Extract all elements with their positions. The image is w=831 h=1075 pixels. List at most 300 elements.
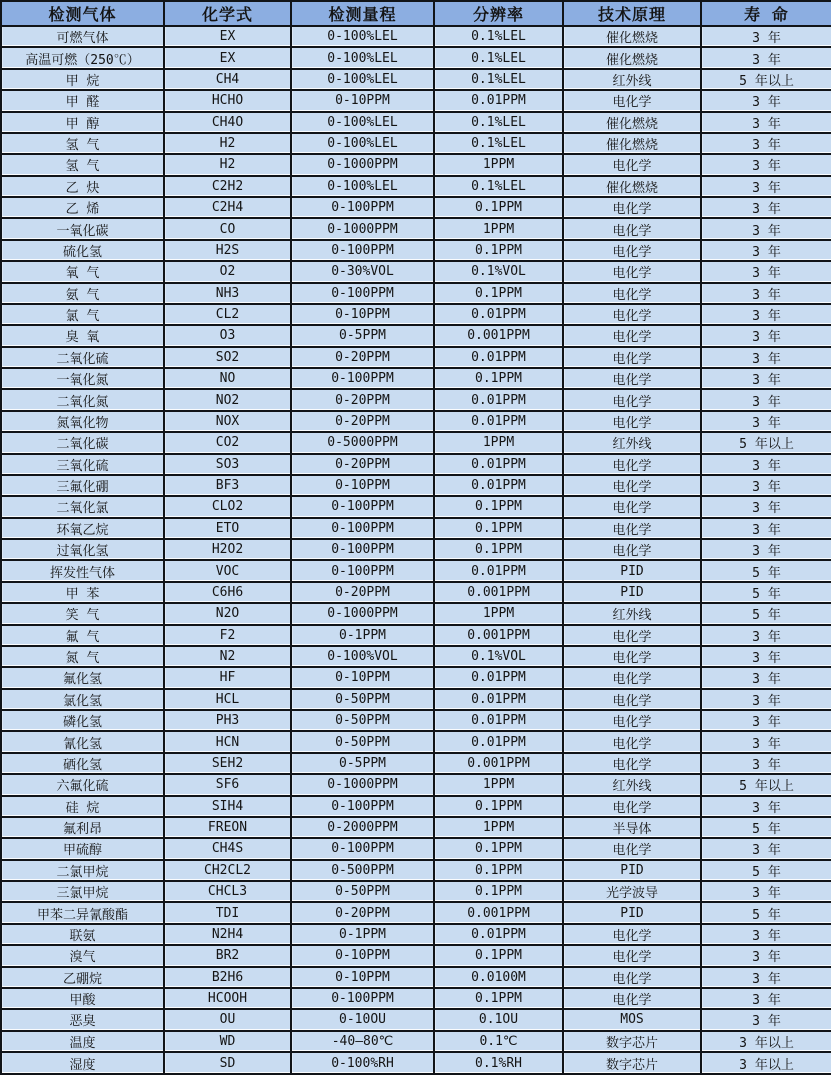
cell-principle: 红外线 <box>563 432 701 453</box>
cell-gas: 硫化氢 <box>1 240 164 261</box>
table-row <box>1 924 831 945</box>
cell-formula: HCHO <box>164 90 291 111</box>
cell-formula: HCL <box>164 689 291 710</box>
cell-gas: 甲硫醇 <box>1 838 164 859</box>
table-row <box>1 154 831 175</box>
cell-principle: 电化学 <box>563 945 701 966</box>
cell-resolution: 0.1PPM <box>434 838 563 859</box>
cell-formula: B2H6 <box>164 967 291 988</box>
cell-principle: 电化学 <box>563 646 701 667</box>
cell-lifespan: 3 年 <box>701 304 831 325</box>
table-row <box>1 304 831 325</box>
cell-resolution: 0.1PPM <box>434 197 563 218</box>
cell-gas: 甲 烷 <box>1 69 164 90</box>
cell-formula: CHCL3 <box>164 881 291 902</box>
cell-lifespan: 3 年 <box>701 368 831 389</box>
table-row <box>1 838 831 859</box>
table-row <box>1 325 831 346</box>
cell-formula: CO2 <box>164 432 291 453</box>
cell-resolution: 0.1%LEL <box>434 176 563 197</box>
cell-gas: 氟化氢 <box>1 667 164 688</box>
table-row <box>1 945 831 966</box>
cell-gas: 二氧化碳 <box>1 432 164 453</box>
cell-formula: SIH4 <box>164 796 291 817</box>
cell-resolution: 1PPM <box>434 218 563 239</box>
cell-principle: PID <box>563 860 701 881</box>
cell-formula: CH2CL2 <box>164 860 291 881</box>
cell-lifespan: 5 年 <box>701 817 831 838</box>
table-row <box>1 560 831 581</box>
cell-gas: 氮氧化物 <box>1 411 164 432</box>
column-header-principle: 技术原理 <box>563 1 701 26</box>
cell-gas: 臭 氧 <box>1 325 164 346</box>
table-row <box>1 283 831 304</box>
cell-gas: 联氨 <box>1 924 164 945</box>
table-row <box>1 1052 831 1074</box>
cell-resolution: 0.1PPM <box>434 796 563 817</box>
cell-resolution: 0.1PPM <box>434 368 563 389</box>
column-header-range: 检测量程 <box>291 1 434 26</box>
cell-gas: 温度 <box>1 1031 164 1052</box>
cell-lifespan: 3 年 <box>701 689 831 710</box>
cell-formula: F2 <box>164 625 291 646</box>
cell-lifespan: 3 年 <box>701 389 831 410</box>
cell-resolution: 0.1PPM <box>434 283 563 304</box>
table-row <box>1 967 831 988</box>
table-row <box>1 261 831 282</box>
table-row <box>1 347 831 368</box>
cell-formula: SO2 <box>164 347 291 368</box>
cell-lifespan: 3 年 <box>701 283 831 304</box>
cell-lifespan: 3 年 <box>701 646 831 667</box>
cell-formula: CH4 <box>164 69 291 90</box>
cell-lifespan: 5 年以上 <box>701 69 831 90</box>
cell-resolution: 0.001PPM <box>434 753 563 774</box>
cell-range: 0-100%LEL <box>291 47 434 68</box>
cell-resolution: 0.1%LEL <box>434 47 563 68</box>
cell-principle: 电化学 <box>563 90 701 111</box>
cell-principle: 电化学 <box>563 304 701 325</box>
cell-formula: SEH2 <box>164 753 291 774</box>
cell-range: 0-500PPM <box>291 860 434 881</box>
cell-resolution: 0.1%LEL <box>434 69 563 90</box>
cell-resolution: 0.001PPM <box>434 902 563 923</box>
table-row <box>1 667 831 688</box>
cell-gas: 氢 气 <box>1 133 164 154</box>
cell-resolution: 0.001PPM <box>434 625 563 646</box>
cell-lifespan: 3 年 <box>701 475 831 496</box>
cell-principle: 电化学 <box>563 454 701 475</box>
cell-lifespan: 3 年 <box>701 753 831 774</box>
cell-range: 0-50PPM <box>291 710 434 731</box>
column-header-formula: 化学式 <box>164 1 291 26</box>
table-row <box>1 988 831 1009</box>
table-row <box>1 753 831 774</box>
cell-range: 0-100%RH <box>291 1052 434 1074</box>
cell-principle: PID <box>563 902 701 923</box>
cell-gas: 磷化氢 <box>1 710 164 731</box>
cell-range: 0-100%LEL <box>291 69 434 90</box>
cell-gas: 氢 气 <box>1 154 164 175</box>
cell-gas: 乙硼烷 <box>1 967 164 988</box>
cell-formula: C2H4 <box>164 197 291 218</box>
cell-lifespan: 3 年 <box>701 454 831 475</box>
cell-principle: MOS <box>563 1009 701 1030</box>
cell-formula: ETO <box>164 518 291 539</box>
table-row <box>1 496 831 517</box>
cell-principle: PID <box>563 560 701 581</box>
cell-resolution: 0.1PPM <box>434 860 563 881</box>
cell-resolution: 0.1OU <box>434 1009 563 1030</box>
cell-range: 0-100%VOL <box>291 646 434 667</box>
cell-formula: FREON <box>164 817 291 838</box>
cell-formula: H2O2 <box>164 539 291 560</box>
cell-gas: 乙 炔 <box>1 176 164 197</box>
cell-gas: 甲 醇 <box>1 112 164 133</box>
cell-resolution: 1PPM <box>434 817 563 838</box>
cell-resolution: 0.0100M <box>434 967 563 988</box>
cell-gas: 甲苯二异氰酸酯 <box>1 902 164 923</box>
cell-lifespan: 3 年 <box>701 518 831 539</box>
cell-principle: 红外线 <box>563 774 701 795</box>
cell-range: 0-50PPM <box>291 881 434 902</box>
cell-resolution: 0.01PPM <box>434 667 563 688</box>
cell-resolution: 0.1PPM <box>434 988 563 1009</box>
cell-lifespan: 3 年 <box>701 325 831 346</box>
cell-principle: 电化学 <box>563 710 701 731</box>
cell-range: 0-100PPM <box>291 197 434 218</box>
cell-principle: 电化学 <box>563 411 701 432</box>
cell-formula: H2S <box>164 240 291 261</box>
cell-gas: 三氧化硫 <box>1 454 164 475</box>
cell-lifespan: 3 年 <box>701 539 831 560</box>
cell-formula: H2 <box>164 133 291 154</box>
cell-resolution: 0.1PPM <box>434 539 563 560</box>
cell-lifespan: 3 年以上 <box>701 1031 831 1052</box>
cell-range: 0-100PPM <box>291 240 434 261</box>
cell-lifespan: 3 年 <box>701 496 831 517</box>
cell-resolution: 0.001PPM <box>434 582 563 603</box>
cell-formula: CLO2 <box>164 496 291 517</box>
cell-lifespan: 3 年 <box>701 133 831 154</box>
cell-lifespan: 3 年 <box>701 411 831 432</box>
table-row <box>1 112 831 133</box>
cell-principle: 电化学 <box>563 753 701 774</box>
cell-principle: 电化学 <box>563 154 701 175</box>
table-row <box>1 902 831 923</box>
cell-principle: 电化学 <box>563 518 701 539</box>
cell-range: 0-100PPM <box>291 496 434 517</box>
cell-lifespan: 3 年 <box>701 924 831 945</box>
cell-principle: 电化学 <box>563 689 701 710</box>
cell-range: 0-100PPM <box>291 988 434 1009</box>
cell-principle: 催化燃烧 <box>563 47 701 68</box>
table-row <box>1 368 831 389</box>
table-row <box>1 389 831 410</box>
table-row <box>1 432 831 453</box>
cell-lifespan: 5 年以上 <box>701 774 831 795</box>
cell-principle: 电化学 <box>563 389 701 410</box>
cell-resolution: 1PPM <box>434 154 563 175</box>
cell-gas: 一氧化碳 <box>1 218 164 239</box>
cell-lifespan: 3 年 <box>701 625 831 646</box>
cell-range: 0-5PPM <box>291 325 434 346</box>
cell-formula: EX <box>164 26 291 47</box>
cell-resolution: 0.01PPM <box>434 710 563 731</box>
cell-range: 0-100PPM <box>291 796 434 817</box>
cell-formula: HCOOH <box>164 988 291 1009</box>
cell-range: 0-1PPM <box>291 625 434 646</box>
cell-gas: 二氧化氯 <box>1 496 164 517</box>
column-header-lifespan: 寿 命 <box>701 1 831 26</box>
cell-range: 0-10PPM <box>291 304 434 325</box>
table-row <box>1 176 831 197</box>
cell-resolution: 0.1PPM <box>434 518 563 539</box>
table-row <box>1 197 831 218</box>
cell-principle: 电化学 <box>563 496 701 517</box>
cell-resolution: 0.1%LEL <box>434 112 563 133</box>
cell-lifespan: 3 年 <box>701 112 831 133</box>
cell-lifespan: 3 年 <box>701 967 831 988</box>
cell-gas: 甲 苯 <box>1 582 164 603</box>
cell-gas: 高温可燃（250℃） <box>1 47 164 68</box>
cell-range: 0-20PPM <box>291 582 434 603</box>
cell-lifespan: 5 年以上 <box>701 432 831 453</box>
cell-range: 0-1000PPM <box>291 154 434 175</box>
cell-range: 0-100%LEL <box>291 176 434 197</box>
cell-formula: NH3 <box>164 283 291 304</box>
cell-formula: TDI <box>164 902 291 923</box>
cell-lifespan: 3 年 <box>701 26 831 47</box>
table-row <box>1 454 831 475</box>
cell-range: 0-100PPM <box>291 838 434 859</box>
cell-range: 0-30%VOL <box>291 261 434 282</box>
cell-gas: 一氧化氮 <box>1 368 164 389</box>
cell-principle: 数字芯片 <box>563 1052 701 1074</box>
cell-principle: 催化燃烧 <box>563 176 701 197</box>
cell-gas: 环氧乙烷 <box>1 518 164 539</box>
cell-lifespan: 3 年 <box>701 710 831 731</box>
table-row <box>1 475 831 496</box>
cell-formula: SF6 <box>164 774 291 795</box>
cell-formula: EX <box>164 47 291 68</box>
cell-lifespan: 3 年 <box>701 197 831 218</box>
cell-principle: 催化燃烧 <box>563 112 701 133</box>
cell-gas: 湿度 <box>1 1052 164 1074</box>
cell-formula: O3 <box>164 325 291 346</box>
cell-resolution: 0.01PPM <box>434 924 563 945</box>
cell-lifespan: 5 年 <box>701 603 831 624</box>
table-row <box>1 1009 831 1030</box>
cell-lifespan: 3 年 <box>701 881 831 902</box>
column-header-gas: 检测气体 <box>1 1 164 26</box>
cell-lifespan: 3 年 <box>701 838 831 859</box>
cell-gas: 挥发性气体 <box>1 560 164 581</box>
cell-formula: WD <box>164 1031 291 1052</box>
cell-formula: CH4S <box>164 838 291 859</box>
cell-principle: 电化学 <box>563 988 701 1009</box>
cell-lifespan: 3 年 <box>701 945 831 966</box>
table-row <box>1 411 831 432</box>
cell-principle: 电化学 <box>563 368 701 389</box>
cell-formula: SO3 <box>164 454 291 475</box>
cell-range: 0-20PPM <box>291 411 434 432</box>
cell-principle: 电化学 <box>563 240 701 261</box>
cell-principle: PID <box>563 582 701 603</box>
cell-gas: 氯 气 <box>1 304 164 325</box>
table-row <box>1 689 831 710</box>
cell-principle: 光学波导 <box>563 881 701 902</box>
cell-lifespan: 5 年 <box>701 582 831 603</box>
cell-resolution: 0.01PPM <box>434 304 563 325</box>
cell-resolution: 0.1PPM <box>434 240 563 261</box>
cell-gas: 可燃气体 <box>1 26 164 47</box>
cell-principle: 电化学 <box>563 218 701 239</box>
cell-gas: 氟利昂 <box>1 817 164 838</box>
cell-range: 0-50PPM <box>291 731 434 752</box>
cell-formula: N2O <box>164 603 291 624</box>
table-row <box>1 90 831 111</box>
column-header-resolution: 分辨率 <box>434 1 563 26</box>
cell-resolution: 1PPM <box>434 774 563 795</box>
table-row <box>1 860 831 881</box>
cell-principle: 电化学 <box>563 625 701 646</box>
cell-gas: 氟 气 <box>1 625 164 646</box>
cell-resolution: 0.1%LEL <box>434 26 563 47</box>
cell-principle: 电化学 <box>563 347 701 368</box>
table-row <box>1 1031 831 1052</box>
cell-formula: N2 <box>164 646 291 667</box>
cell-principle: 催化燃烧 <box>563 26 701 47</box>
cell-gas: 氧 气 <box>1 261 164 282</box>
cell-gas: 甲酸 <box>1 988 164 1009</box>
cell-formula: BF3 <box>164 475 291 496</box>
cell-gas: 二氧化氮 <box>1 389 164 410</box>
table-row <box>1 646 831 667</box>
cell-resolution: 0.01PPM <box>434 560 563 581</box>
cell-range: 0-10PPM <box>291 667 434 688</box>
cell-gas: 笑 气 <box>1 603 164 624</box>
cell-lifespan: 5 年 <box>701 860 831 881</box>
cell-formula: O2 <box>164 261 291 282</box>
cell-lifespan: 3 年 <box>701 90 831 111</box>
cell-formula: NOX <box>164 411 291 432</box>
table-row <box>1 218 831 239</box>
table-row <box>1 69 831 90</box>
cell-principle: 红外线 <box>563 69 701 90</box>
cell-principle: 电化学 <box>563 924 701 945</box>
cell-gas: 二氯甲烷 <box>1 860 164 881</box>
cell-lifespan: 3 年 <box>701 347 831 368</box>
cell-gas: 氨 气 <box>1 283 164 304</box>
cell-principle: 电化学 <box>563 796 701 817</box>
cell-range: -40—80℃ <box>291 1031 434 1052</box>
cell-resolution: 0.01PPM <box>434 90 563 111</box>
cell-resolution: 0.01PPM <box>434 454 563 475</box>
cell-resolution: 0.01PPM <box>434 689 563 710</box>
table-row <box>1 47 831 68</box>
cell-formula: CL2 <box>164 304 291 325</box>
cell-range: 0-100PPM <box>291 283 434 304</box>
cell-resolution: 0.1%VOL <box>434 646 563 667</box>
cell-range: 0-100PPM <box>291 518 434 539</box>
cell-range: 0-1PPM <box>291 924 434 945</box>
cell-range: 0-100%LEL <box>291 133 434 154</box>
cell-gas: 甲 醛 <box>1 90 164 111</box>
cell-formula: N2H4 <box>164 924 291 945</box>
cell-resolution: 0.01PPM <box>434 475 563 496</box>
cell-lifespan: 3 年 <box>701 218 831 239</box>
cell-lifespan: 3 年以上 <box>701 1052 831 1074</box>
cell-range: 0-10PPM <box>291 967 434 988</box>
cell-resolution: 0.1PPM <box>434 496 563 517</box>
cell-resolution: 1PPM <box>434 432 563 453</box>
cell-lifespan: 3 年 <box>701 47 831 68</box>
cell-formula: CO <box>164 218 291 239</box>
cell-principle: 电化学 <box>563 261 701 282</box>
table-row <box>1 625 831 646</box>
header-row <box>1 1 831 26</box>
cell-formula: VOC <box>164 560 291 581</box>
cell-principle: 电化学 <box>563 325 701 346</box>
table-row <box>1 133 831 154</box>
cell-principle: 电化学 <box>563 731 701 752</box>
cell-lifespan: 3 年 <box>701 731 831 752</box>
cell-range: 0-1000PPM <box>291 603 434 624</box>
cell-range: 0-5000PPM <box>291 432 434 453</box>
cell-lifespan: 3 年 <box>701 261 831 282</box>
cell-range: 0-100%LEL <box>291 26 434 47</box>
cell-gas: 六氟化硫 <box>1 774 164 795</box>
cell-resolution: 0.1℃ <box>434 1031 563 1052</box>
table-row <box>1 518 831 539</box>
cell-gas: 硅 烷 <box>1 796 164 817</box>
table-row <box>1 881 831 902</box>
cell-formula: C6H6 <box>164 582 291 603</box>
table-row <box>1 731 831 752</box>
cell-lifespan: 3 年 <box>701 154 831 175</box>
cell-range: 0-50PPM <box>291 689 434 710</box>
cell-lifespan: 3 年 <box>701 240 831 261</box>
table-row <box>1 774 831 795</box>
cell-gas: 二氧化硫 <box>1 347 164 368</box>
cell-principle: 红外线 <box>563 603 701 624</box>
cell-gas: 乙 烯 <box>1 197 164 218</box>
cell-range: 0-10PPM <box>291 945 434 966</box>
cell-lifespan: 3 年 <box>701 796 831 817</box>
cell-formula: SD <box>164 1052 291 1074</box>
table-row <box>1 603 831 624</box>
cell-gas: 溴气 <box>1 945 164 966</box>
cell-principle: 电化学 <box>563 539 701 560</box>
table-row <box>1 26 831 47</box>
cell-formula: CH4O <box>164 112 291 133</box>
cell-gas: 三氟化硼 <box>1 475 164 496</box>
cell-principle: 电化学 <box>563 967 701 988</box>
cell-resolution: 0.1%VOL <box>434 261 563 282</box>
cell-range: 0-100PPM <box>291 368 434 389</box>
cell-range: 0-10PPM <box>291 475 434 496</box>
cell-range: 0-5PPM <box>291 753 434 774</box>
cell-lifespan: 3 年 <box>701 176 831 197</box>
table-row <box>1 582 831 603</box>
cell-principle: 催化燃烧 <box>563 133 701 154</box>
table-row <box>1 539 831 560</box>
cell-resolution: 0.01PPM <box>434 731 563 752</box>
cell-range: 0-1000PPM <box>291 774 434 795</box>
cell-resolution: 0.01PPM <box>434 389 563 410</box>
cell-lifespan: 3 年 <box>701 988 831 1009</box>
